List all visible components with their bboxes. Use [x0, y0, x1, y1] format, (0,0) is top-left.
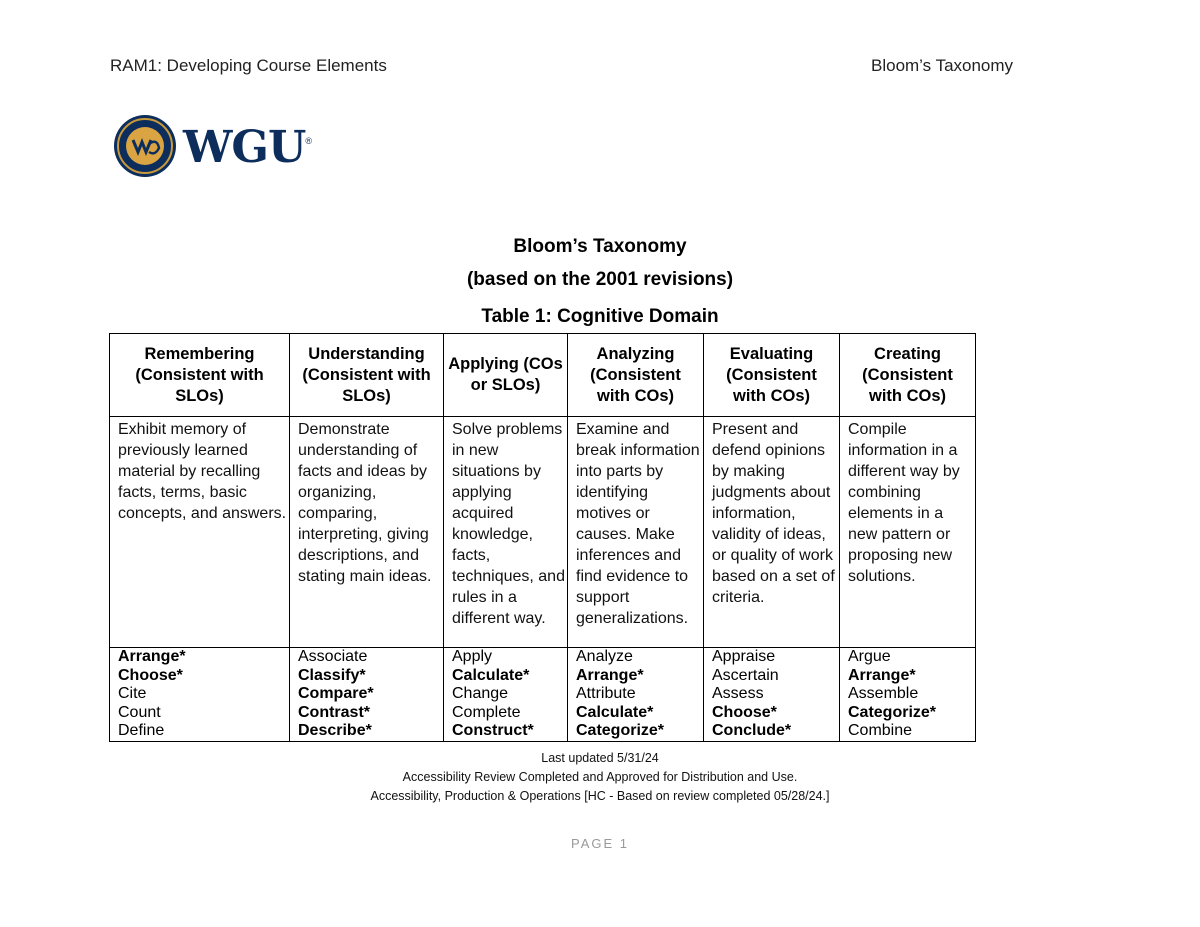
- verb: Arrange*: [576, 666, 644, 684]
- verb: Attribute: [576, 685, 636, 702]
- desc-analyzing: Examine and break information into parts by identifying motives or causes. Make inferences and find evidence to support generalizations.: [568, 417, 704, 648]
- verb: Cite: [118, 685, 147, 702]
- verbs-evaluating: [704, 648, 840, 742]
- table-header-row: [110, 334, 976, 417]
- wgu-wordmark: WGU®: [183, 121, 312, 173]
- verb: Compare*: [298, 685, 374, 702]
- verbs-analyzing: [568, 648, 704, 742]
- verb: Define: [118, 722, 165, 739]
- verb: Complete: [452, 703, 521, 721]
- desc-understanding: Demonstrate understanding of facts and ideas by organizing, comparing, interpreting, giving descriptions, and stating main ideas.: [290, 417, 444, 648]
- verb: Assess: [712, 685, 764, 702]
- header-creating: Creating (Consistent with COs): [840, 334, 976, 417]
- verb: Analyze: [576, 648, 633, 665]
- wgu-logo: [113, 114, 311, 178]
- verb: Arrange*: [848, 666, 916, 684]
- verb: Apply: [452, 648, 493, 665]
- verb: Calculate*: [576, 703, 654, 721]
- header-applying: Applying (COs or SLOs): [444, 334, 568, 417]
- header-course-title: RAM1: Developing Course Elements: [110, 56, 387, 75]
- verb: Contrast*: [298, 703, 371, 721]
- doc-subtitle: (based on the 2001 revisions): [466, 269, 734, 290]
- header-remembering: Remembering (Consistent with SLOs): [110, 334, 290, 417]
- verbs-understanding: [290, 648, 444, 742]
- verb: Choose*: [712, 703, 777, 721]
- verb: Arrange*: [118, 648, 186, 665]
- verb: Categorize*: [848, 703, 937, 721]
- verb: Argue: [848, 648, 891, 665]
- footer-last-updated: Last updated 5/31/24: [541, 751, 659, 765]
- verb: Associate: [298, 648, 368, 665]
- description-row: [110, 417, 976, 648]
- desc-remembering: Exhibit memory of previously learned material by recalling facts, terms, basic concepts, and answers.: [110, 417, 290, 648]
- verb: Classify*: [298, 666, 366, 684]
- verbs-applying: [444, 648, 568, 742]
- table-caption: Table 1: Cognitive Domain: [481, 306, 719, 327]
- university-seal-icon: [113, 114, 177, 178]
- verb: Ascertain: [712, 666, 779, 684]
- verb: Count: [118, 703, 161, 721]
- header-evaluating: Evaluating (Consistent with COs): [704, 334, 840, 417]
- verbs-row: [110, 648, 976, 742]
- verb: Conclude*: [712, 722, 792, 739]
- doc-title: Bloom’s Taxonomy: [513, 236, 687, 257]
- footer-accessibility-ops: Accessibility, Production & Operations [HC - Based on review completed 05/28/24.]: [370, 789, 830, 803]
- verb: Change: [452, 685, 509, 702]
- header-analyzing: Analyzing (Consistent with COs): [568, 334, 704, 417]
- verb: Choose*: [118, 666, 183, 684]
- verb: Categorize*: [576, 722, 665, 739]
- desc-applying: Solve problems in new situations by applying acquired knowledge, facts, techniques, and rules in a different way.: [444, 417, 568, 648]
- verb: Assemble: [848, 685, 919, 702]
- page-number: PAGE 1: [570, 836, 629, 851]
- verb: Construct*: [452, 722, 534, 739]
- desc-evaluating: Present and defend opinions by making judgments about information, validity of ideas, or quality of work based on a set of criteria.: [704, 417, 840, 648]
- header-doc-title: Bloom’s Taxonomy: [871, 56, 1014, 75]
- verb: Calculate*: [452, 666, 530, 684]
- cognitive-domain-table: [109, 333, 976, 742]
- verb: Describe*: [298, 722, 372, 739]
- verbs-creating: [840, 648, 976, 742]
- header-understanding: Understanding (Consistent with SLOs): [290, 334, 444, 417]
- verbs-remembering: [110, 648, 290, 742]
- verb: Appraise: [712, 648, 776, 665]
- footer-accessibility-review: Accessibility Review Completed and Approved for Distribution and Use.: [402, 770, 798, 784]
- desc-creating: Compile information in a different way by combining elements in a new pattern or proposing new solutions.: [840, 417, 976, 648]
- verb: Combine: [848, 722, 913, 739]
